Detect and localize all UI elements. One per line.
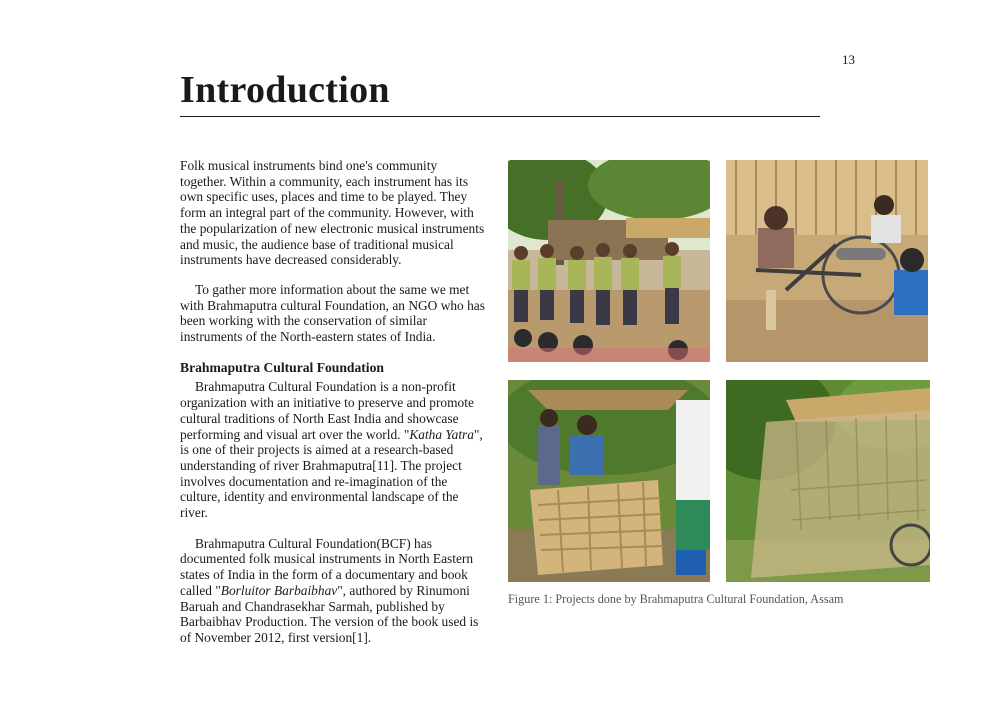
photo-bamboo-cart (508, 380, 710, 582)
photo-netted-bamboo-structure (726, 380, 930, 582)
photo-bicycle-workshop (726, 160, 928, 362)
section-heading: Brahmaputra Cultural Foundation (180, 359, 384, 375)
title-underline (180, 116, 820, 117)
intro-paragraph-2: To gather more information about the same we met with Brahmaputra cultural Foundation, an NGO who has been working with the conservation of similar instruments of the North-eastern states of India. (180, 281, 485, 345)
katha-yatra-emphasis: Katha Yatra (409, 426, 474, 442)
bcf-paragraph-2: Brahmaputra Cultural Foundation(BCF) has documented folk musical instruments in North Eastern states of India in the form of a documentary and book called "Borluitor Barbaibhav", authored by Rinumoni Baruah and Chandrasekhar Sarmah, published by Barbaibhav Production. The version of the book used is of November 2012, first version[1]. (180, 535, 479, 645)
page-title: Introduction (180, 69, 390, 111)
photo-group-performers (508, 160, 710, 362)
bcf-paragraph-1: Brahmaputra Cultural Foundation is a non-profit organization with an initiative to preserve and promote cultural traditions of North East India and showcase performing and visual art over the world. "Katha Yatra", is one of their projects is aimed at a research-based understanding of river Brahmaputra[11]. The project involves documentation and re-imagination of the culture, identity and environmental landscape of the river. (180, 379, 483, 521)
intro-paragraph-1: Folk musical instruments bind one's community together. Within a community, each instrument has its own specific uses, places and time to be played. They form an integral part of the community. However, with the popularization of new electronic musical instruments and music, the audience base of traditional musical instruments have decreased considerably. (180, 158, 485, 268)
page-number: 13 (842, 52, 855, 67)
figure-caption: Figure 1: Projects done by Brahmaputra Cultural Foundation, Assam (508, 592, 844, 606)
book-title-emphasis: Borluitor Barbaibhav (220, 582, 338, 598)
body-text (180, 158, 485, 661)
